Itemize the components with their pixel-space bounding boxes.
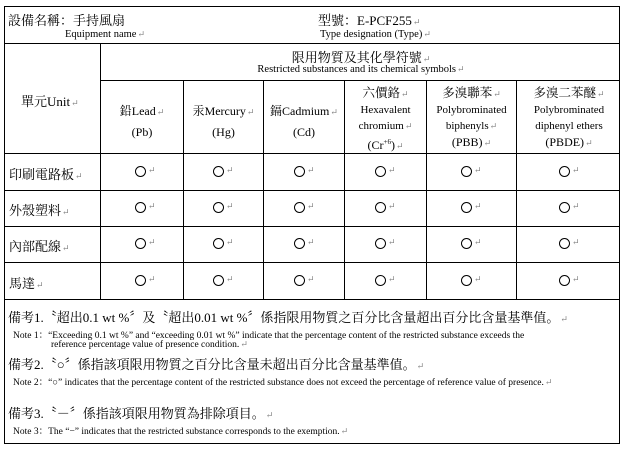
equipment-name-en: Equipment name↵ bbox=[65, 29, 145, 40]
compliance-circle bbox=[559, 275, 570, 286]
compliance-circle bbox=[461, 275, 472, 286]
compliance-circle bbox=[375, 238, 386, 249]
model-label: 型號：E-PCF255↵ bbox=[318, 13, 421, 28]
return-mark: ↵ bbox=[307, 165, 315, 175]
note2-en: Note 2：“○” indicates that the percentage content of the restricted substance does not exceed the percentage of reference value of presence.↵ bbox=[13, 377, 553, 388]
return-mark: ↵ bbox=[388, 274, 396, 284]
return-mark: ↵ bbox=[474, 201, 482, 211]
return-mark: ↵ bbox=[148, 237, 156, 247]
compliance-circle bbox=[559, 166, 570, 177]
return-mark: ↵ bbox=[572, 237, 580, 247]
compliance-circle bbox=[375, 166, 386, 177]
compliance-circle bbox=[559, 202, 570, 213]
group-title-divider bbox=[100, 80, 619, 81]
return-mark: ↵ bbox=[226, 165, 234, 175]
group-title-zh: 限用物質及其化學符號↵ bbox=[291, 50, 431, 65]
table-header-bottom bbox=[5, 153, 619, 154]
compliance-circle bbox=[135, 238, 146, 249]
note3-zh: 備考3.〝－〞係指該項限用物質為排除項目。↵ bbox=[8, 406, 274, 421]
col-header-hexavalent-chromium: 六價鉻↵ Hexavalent chromium↵ $(Cr^{+6})↵$ bbox=[358, 86, 413, 152]
return-mark: ↵ bbox=[572, 165, 580, 175]
table-bottom bbox=[5, 299, 619, 300]
return-mark: ↵ bbox=[474, 274, 482, 284]
compliance-circle bbox=[294, 202, 305, 213]
return-mark: ↵ bbox=[148, 165, 156, 175]
col-divider-0 bbox=[100, 43, 101, 299]
device-name-label: 設備名稱：手持風扇 bbox=[8, 13, 126, 28]
rohs-declaration-sheet bbox=[4, 6, 620, 444]
return-mark: ↵ bbox=[388, 165, 396, 175]
note1-en: Note 1：“Exceeding 0.1 wt %” and “exceeding 0.01 wt %” indicate that the percentage content of the restricted substance exceeds the bbox=[13, 331, 525, 341]
row-divider-3 bbox=[5, 262, 619, 263]
row-label-plastic-case: 外殼塑料↵ bbox=[9, 203, 70, 218]
row-divider-2 bbox=[5, 226, 619, 227]
note1-en-cont: reference percentage value of presence condition.↵ bbox=[51, 339, 248, 350]
compliance-circle bbox=[213, 238, 224, 249]
compliance-circle bbox=[135, 202, 146, 213]
compliance-circle bbox=[294, 166, 305, 177]
return-mark: ↵ bbox=[572, 201, 580, 211]
col-header-mercury: 汞Mercury↵ (Hg) bbox=[192, 104, 255, 139]
row-label-internal-wiring: 內部配線↵ bbox=[9, 239, 70, 254]
compliance-circle bbox=[375, 275, 386, 286]
note2-zh: 備考2.〝○〞係指該項限用物質之百分比含量未超出百分比含量基準值。↵ bbox=[8, 357, 425, 372]
return-mark: ↵ bbox=[226, 201, 234, 211]
col-header-pbb: 多溴聯苯↵ Polybrominated biphenyls↵ (PBB)↵ bbox=[436, 86, 507, 149]
return-mark: ↵ bbox=[148, 274, 156, 284]
compliance-circle bbox=[135, 166, 146, 177]
compliance-circle bbox=[213, 202, 224, 213]
return-mark: ↵ bbox=[226, 237, 234, 247]
unit-header: 單元Unit↵ bbox=[21, 94, 79, 109]
return-mark: ↵ bbox=[388, 201, 396, 211]
compliance-circle bbox=[294, 275, 305, 286]
compliance-circle bbox=[461, 202, 472, 213]
compliance-circle bbox=[461, 238, 472, 249]
compliance-circle bbox=[135, 275, 146, 286]
return-mark: ↵ bbox=[307, 274, 315, 284]
return-mark: ↵ bbox=[474, 237, 482, 247]
compliance-circle bbox=[213, 275, 224, 286]
row-divider-1 bbox=[5, 190, 619, 191]
note1-zh: 備考1.〝超出0.1 wt %〞及〝超出0.01 wt %〞係指限用物質之百分比含量超出百分比含量基準值。↵ bbox=[8, 310, 568, 325]
return-mark: ↵ bbox=[307, 237, 315, 247]
return-mark: ↵ bbox=[307, 201, 315, 211]
compliance-circle bbox=[461, 166, 472, 177]
return-mark: ↵ bbox=[226, 274, 234, 284]
header-divider bbox=[5, 43, 619, 44]
note3-en: Note 3：The “−” indicates that the restricted substance corresponds to the exemption.↵ bbox=[13, 426, 349, 437]
group-title-en: Restricted substances and its chemical symbols↵ bbox=[257, 64, 465, 75]
row-label-pcb: 印刷電路板↵ bbox=[9, 167, 83, 182]
return-mark: ↵ bbox=[388, 237, 396, 247]
compliance-circle bbox=[375, 202, 386, 213]
compliance-circle bbox=[294, 238, 305, 249]
col-header-cadmium: 鎘Cadmium↵ (Cd) bbox=[270, 104, 338, 139]
type-designation-en: Type designation (Type)↵ bbox=[320, 29, 431, 40]
col-header-lead: 鉛Lead↵ (Pb) bbox=[119, 104, 165, 139]
col-header-pbde: 多溴二苯醚↵ Polybrominated diphenyl ethers (PBDE)↵ bbox=[533, 86, 605, 149]
return-mark: ↵ bbox=[148, 201, 156, 211]
compliance-circle bbox=[213, 166, 224, 177]
compliance-circle bbox=[559, 238, 570, 249]
return-mark: ↵ bbox=[474, 165, 482, 175]
row-label-motor: 馬達↵ bbox=[9, 276, 44, 291]
return-mark: ↵ bbox=[572, 274, 580, 284]
